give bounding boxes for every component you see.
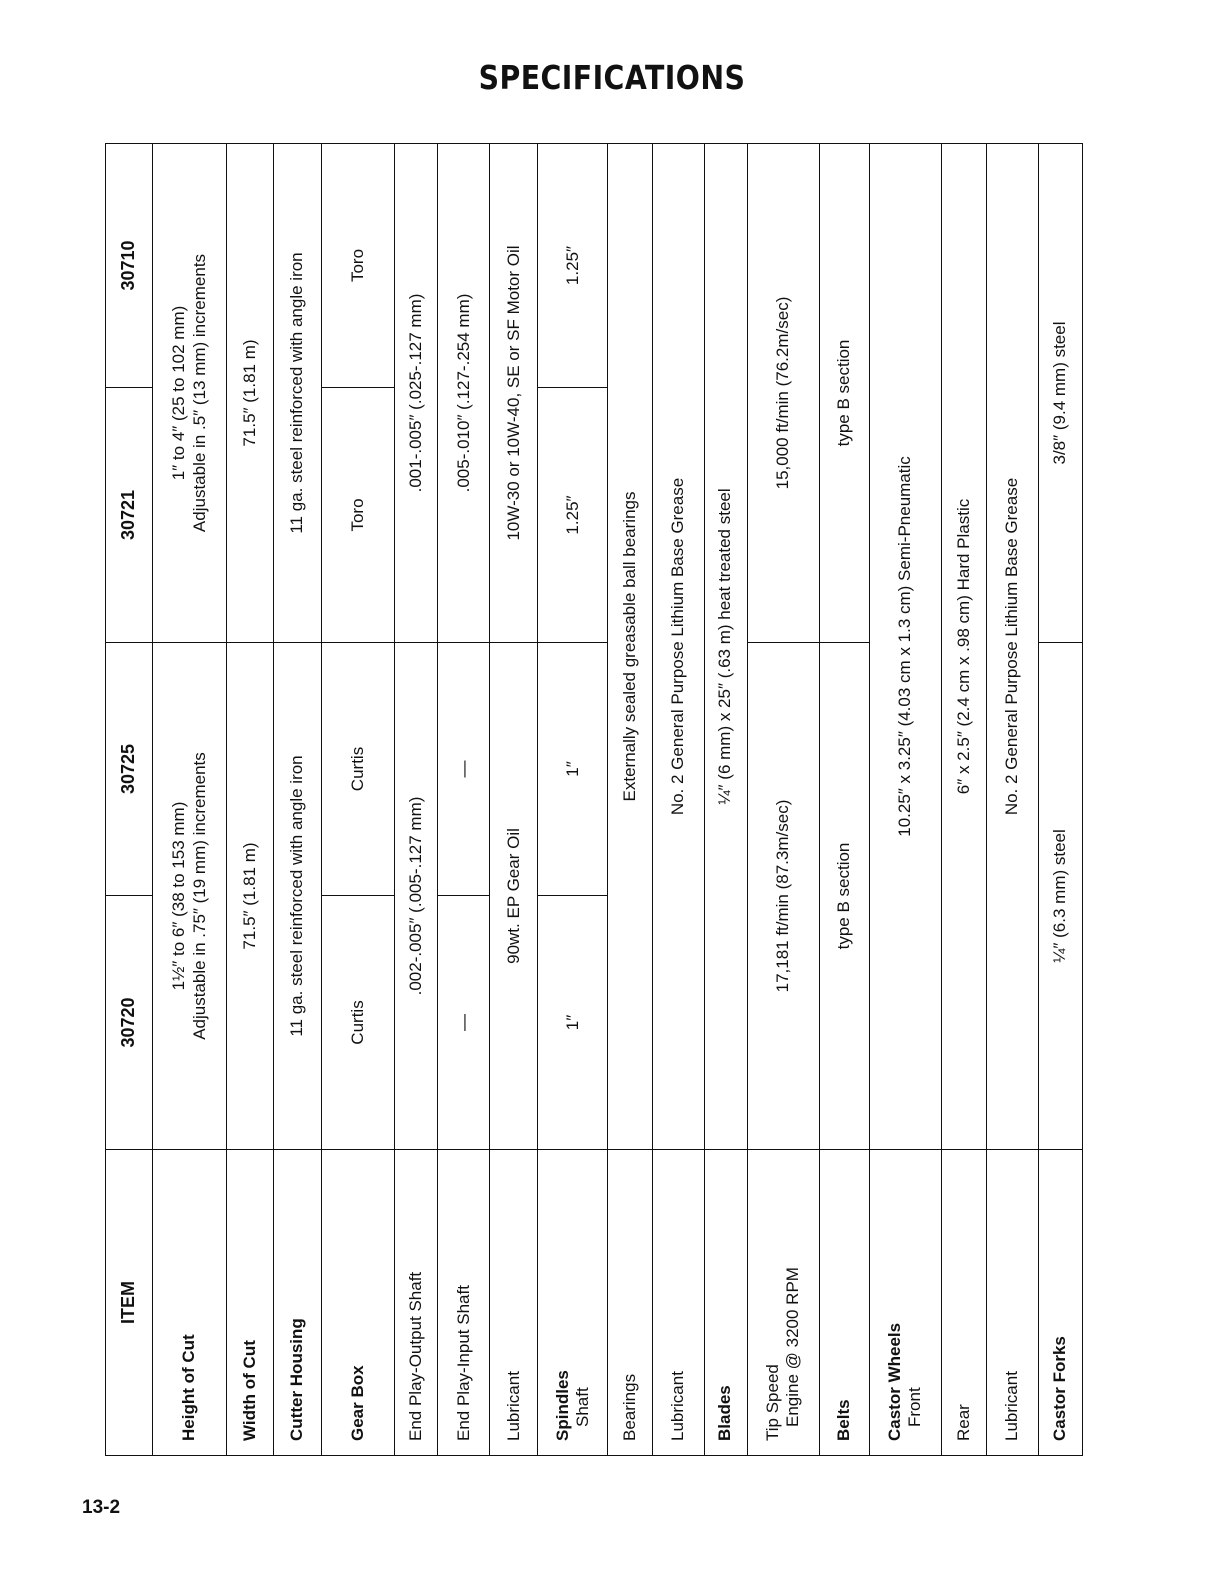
table-row: [438, 144, 490, 1456]
cutter-housing-30720-30725: 11 ga. steel reinforced with angle iron: [274, 643, 322, 1150]
gear-box-30725: Curtis: [322, 643, 395, 896]
castor-wheels-front-all: 10.25″ x 3.25″ (4.03 cm x 1.3 cm) Semi-Pneumatic: [869, 144, 941, 1150]
row-label-wheel-lubricant: Lubricant: [986, 1150, 1038, 1456]
specifications-table: [105, 143, 1083, 1456]
end-play-output-30720-30725: .002-.005″ (.005-.127 mm): [395, 643, 438, 1150]
page-number: 13-2: [82, 1497, 121, 1518]
table-row: [1038, 144, 1082, 1456]
tip-speed-sub-label: Engine @ 3200 RPM: [783, 1267, 803, 1427]
row-label-height-of-cut: Height of Cut: [153, 1150, 227, 1456]
row-label-gear-lubricant: Lubricant: [490, 1150, 538, 1456]
tip-speed-30720-30725: 17,181 ft/min (87.3m/sec): [747, 643, 819, 1150]
spindles-30725: 1″: [538, 643, 608, 896]
row-label-belts: Belts: [819, 1150, 869, 1456]
row-label-cutter-housing: Cutter Housing: [274, 1150, 322, 1456]
row-label-end-play-output-shaft: End Play-Output Shaft: [395, 1150, 438, 1456]
table-row: [538, 144, 608, 1456]
end-play-input-30725: —: [438, 643, 490, 896]
table-row: [704, 144, 747, 1456]
row-label-gear-box: Gear Box: [322, 1150, 395, 1456]
table-row: [153, 144, 227, 1456]
table-row: [395, 144, 438, 1456]
spindles-sub-label: Shaft: [572, 1387, 592, 1427]
spindles-30710: 1.25″: [538, 144, 608, 388]
table-row: [274, 144, 322, 1456]
header-30721: 30721: [106, 388, 153, 643]
end-play-input-30721-30710: .005-.010″ (.127-.254 mm): [438, 144, 490, 643]
spindles-label: Spindles: [552, 1370, 572, 1441]
height-range: 1½″ to 6″ (38 to 153 mm): [169, 801, 189, 991]
castor-wheels-label: Castor Wheels: [884, 1322, 904, 1441]
table-row: [653, 144, 704, 1456]
height-increment: Adjustable in .75″ (19 mm) increments: [189, 752, 209, 1040]
gear-box-30710: Toro: [322, 144, 395, 388]
bearings-all: Externally sealed greasable ball bearings: [608, 144, 653, 1150]
castor-wheels-rear-all: 6″ x 2.5″ (2.4 cm x .98 cm) Hard Plastic: [941, 144, 986, 1150]
row-label-end-play-input-shaft: End Play-Input Shaft: [438, 1150, 490, 1456]
end-play-output-30721-30710: .001-.005″ (.025-.127 mm): [395, 144, 438, 643]
row-label-bearing-lubricant: Lubricant: [653, 1150, 704, 1456]
specifications-table-container: [105, 144, 1083, 1456]
height-range: 1″ to 4″ (25 to 102 mm): [169, 305, 189, 481]
table-row: [819, 144, 869, 1456]
tip-speed-label: Tip Speed: [762, 1364, 782, 1441]
table-row: [608, 144, 653, 1456]
height-increment: Adjustable in .5″ (13 mm) increments: [189, 253, 209, 533]
bearing-lubricant-all: No. 2 General Purpose Lithium Base Grease: [653, 144, 704, 1150]
table-row: [490, 144, 538, 1456]
table-row: [227, 144, 274, 1456]
height-of-cut-30721-30710: [153, 144, 227, 643]
gear-box-30720: Curtis: [322, 896, 395, 1150]
table-row: [986, 144, 1038, 1456]
row-label-tip-speed: [747, 1150, 819, 1456]
spindles-30721: 1.25″: [538, 388, 608, 643]
height-of-cut-30720-30725: [153, 643, 227, 1150]
gear-lubricant-30720-30725: 90wt. EP Gear Oil: [490, 643, 538, 1150]
row-label-castor-forks: Castor Forks: [1038, 1150, 1082, 1456]
table-row: [869, 144, 941, 1456]
table-header-row: [106, 144, 153, 1456]
tip-speed-30721-30710: 15,000 ft/min (76.2m/sec): [747, 144, 819, 643]
wheel-lubricant-all: No. 2 General Purpose Lithium Base Grease: [986, 144, 1038, 1150]
belts-30720-30725: type B section: [819, 643, 869, 1150]
header-30720: 30720: [106, 896, 153, 1150]
row-label-castor-wheels: [869, 1150, 941, 1456]
row-label-bearings: Bearings: [608, 1150, 653, 1456]
table-row: [322, 144, 395, 1456]
castor-forks-30721-30710: 3/8″ (9.4 mm) steel: [1038, 144, 1082, 643]
spindles-30720: 1″: [538, 896, 608, 1150]
header-30725: 30725: [106, 643, 153, 896]
end-play-input-30720: —: [438, 896, 490, 1150]
page-title: SPECIFICATIONS: [478, 58, 746, 97]
table-row: [747, 144, 819, 1456]
header-30710: 30710: [106, 144, 153, 388]
belts-30721-30710: type B section: [819, 144, 869, 643]
row-label-blades: Blades: [704, 1150, 747, 1456]
header-item: ITEM: [106, 1150, 153, 1456]
cutter-housing-30721-30710: 11 ga. steel reinforced with angle iron: [274, 144, 322, 643]
row-label-spindles: [538, 1150, 608, 1456]
castor-wheels-sub-label: Front: [905, 1387, 925, 1427]
castor-forks-30720-30725: ¼″ (6.3 mm) steel: [1038, 643, 1082, 1150]
width-of-cut-30720-30725: 71.5″ (1.81 m): [227, 643, 274, 1150]
table-row: [941, 144, 986, 1456]
gear-lubricant-30721-30710: 10W-30 or 10W-40, SE or SF Motor Oil: [490, 144, 538, 643]
blades-all: ¼″ (6 mm) x 25″ (.63 m) heat treated steel: [704, 144, 747, 1150]
gear-box-30721: Toro: [322, 388, 395, 643]
width-of-cut-30721-30710: 71.5″ (1.81 m): [227, 144, 274, 643]
row-label-width-of-cut: Width of Cut: [227, 1150, 274, 1456]
row-label-rear: Rear: [941, 1150, 986, 1456]
